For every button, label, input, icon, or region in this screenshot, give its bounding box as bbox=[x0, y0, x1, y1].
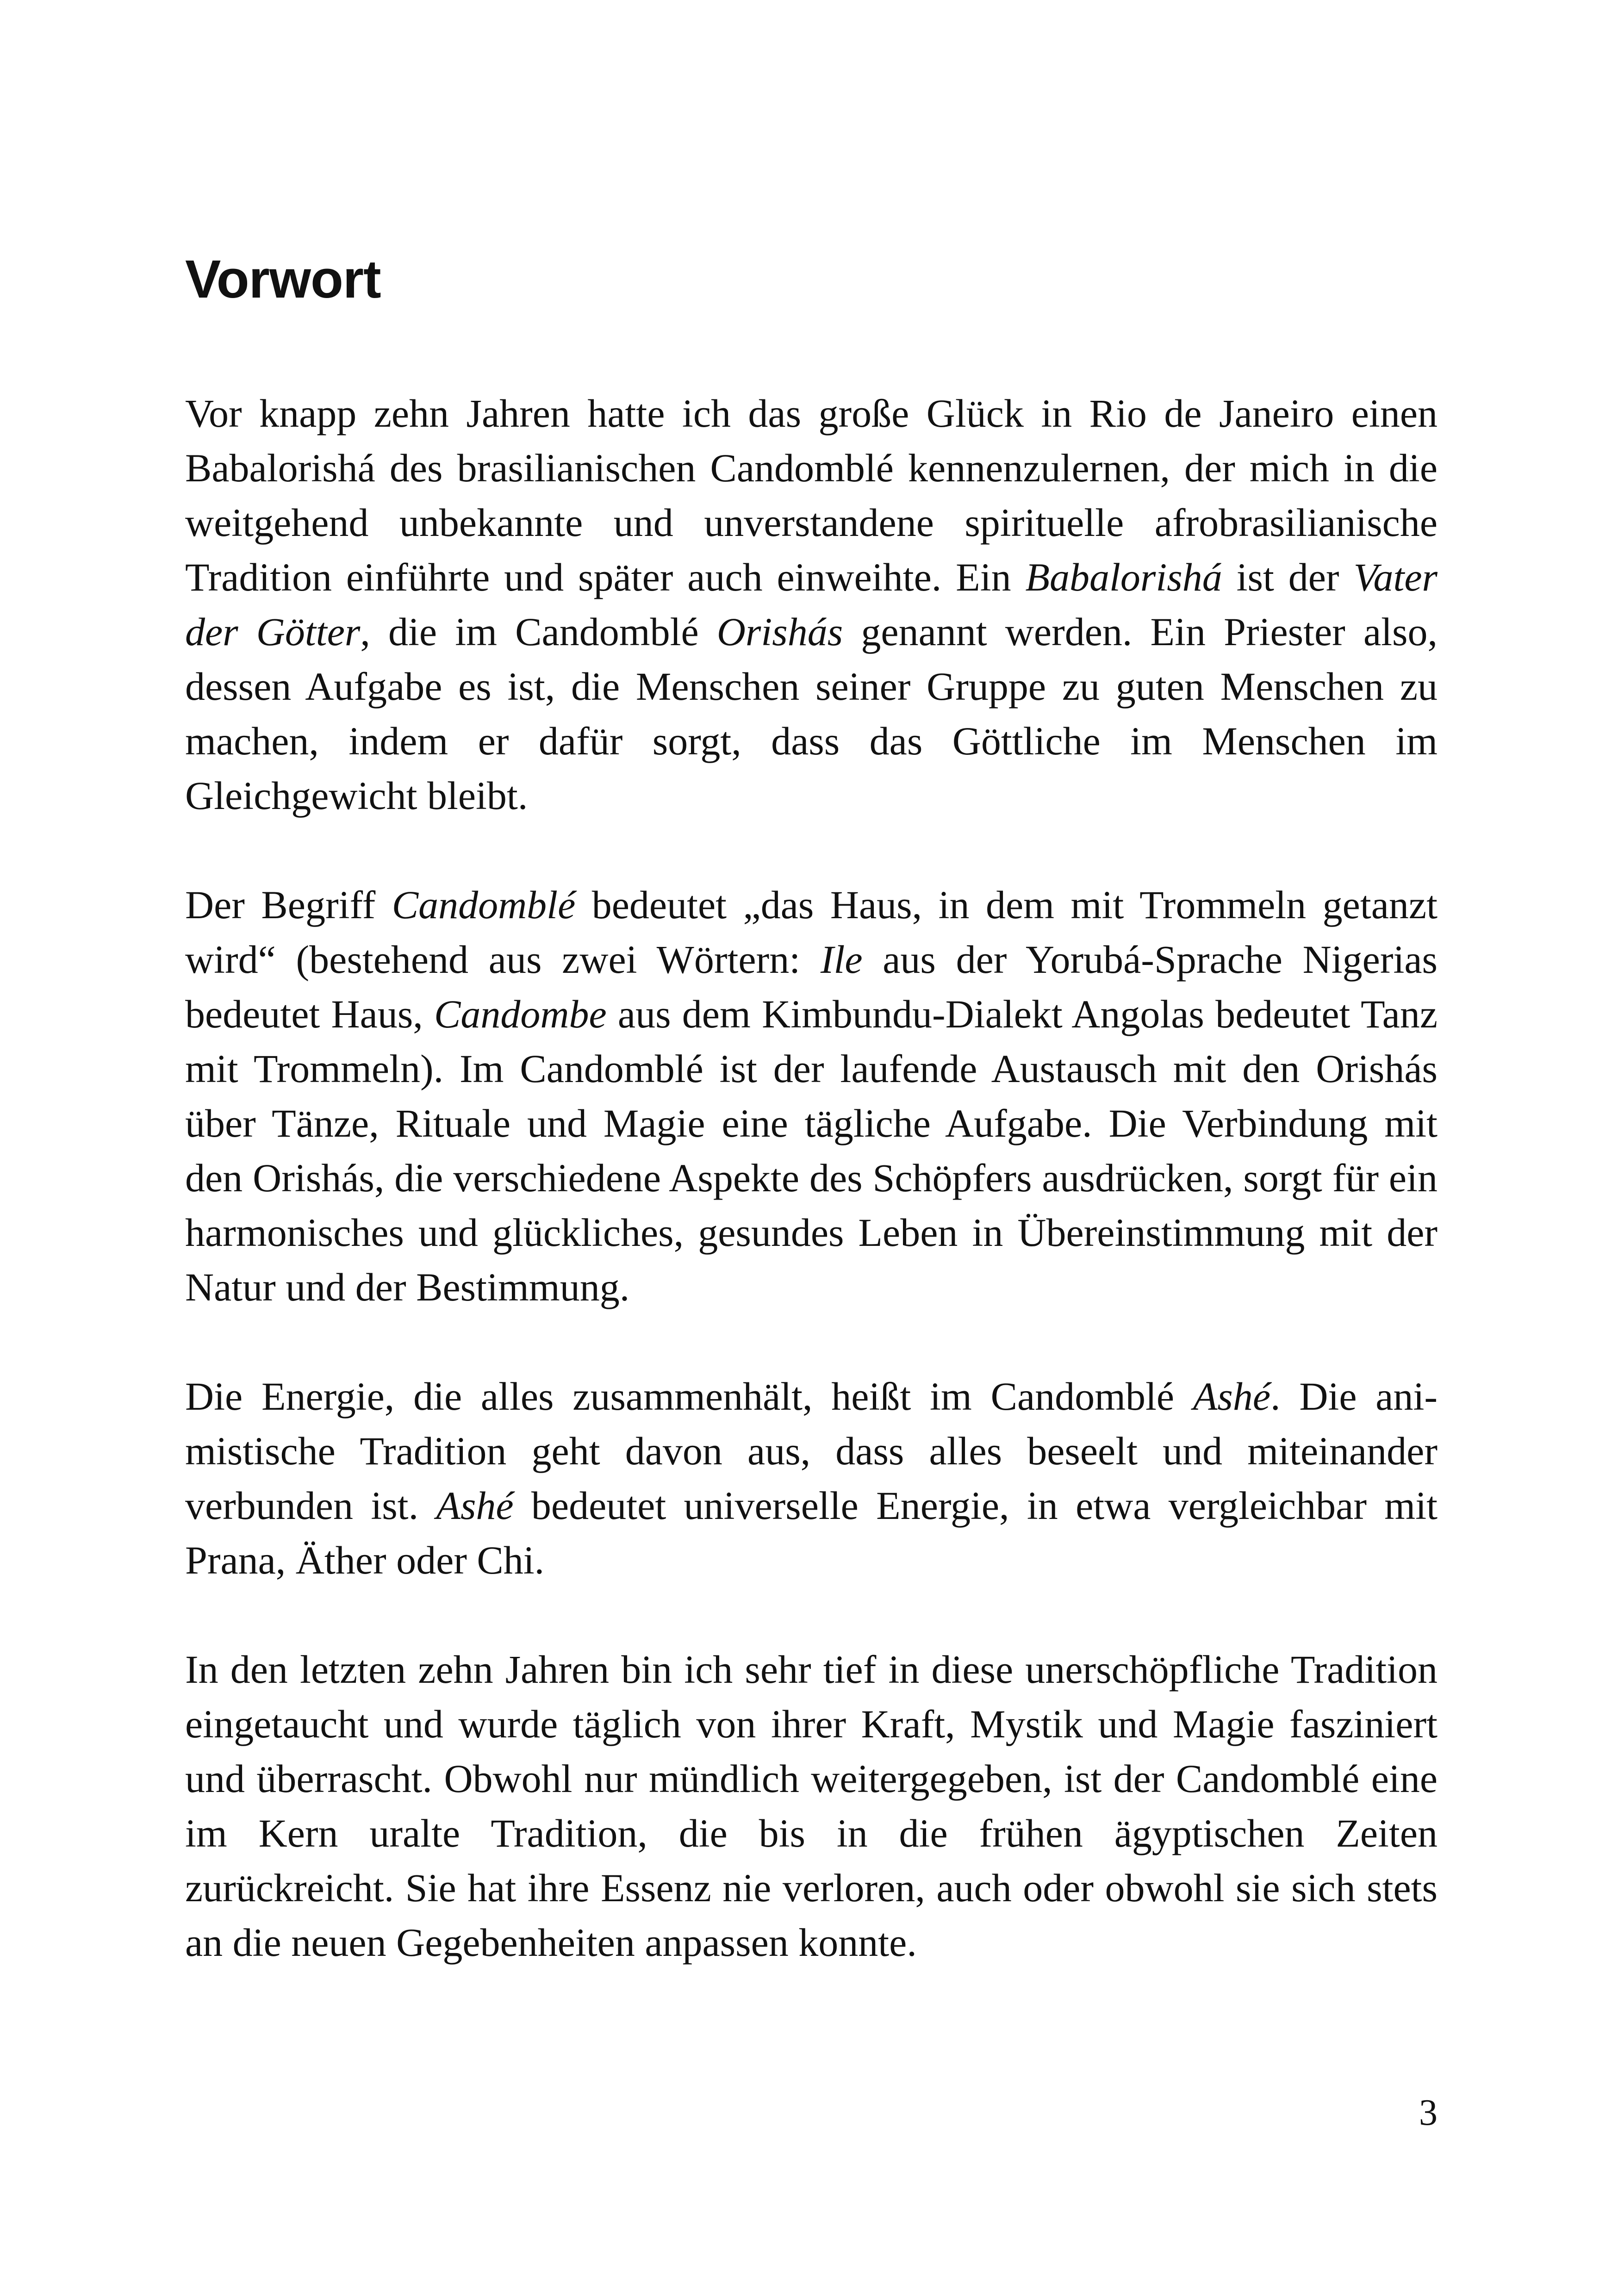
text-run: bedeutet universelle Energie, in etwa vergleichbar mit Prana, Äther oder Chi. bbox=[185, 1483, 1438, 1582]
italic-term: Vater der Götter bbox=[185, 554, 1438, 654]
italic-term: Ashé bbox=[1193, 1374, 1271, 1419]
paragraph-1 bbox=[185, 386, 1438, 823]
text-run: , die im Candomblé bbox=[360, 609, 717, 654]
paragraph-3 bbox=[185, 1369, 1438, 1587]
italic-term: Candombe bbox=[434, 991, 607, 1036]
text-run: aus der Yorubá-Sprache Nigerias bedeutet Haus, bbox=[185, 937, 1438, 1036]
text-run: ist der bbox=[1222, 554, 1354, 599]
text-run: Die Energie, die alles zusammenhält, heißt im Candomblé bbox=[185, 1374, 1193, 1419]
text-run: In den letzten zehn Jahren bin ich sehr tief in diese unerschöpfliche Tradition eingetaucht und wurde täglich von ihrer Kraft, Mystik und Magie fasziniert und überrascht. Obwohl nur mündlich weitergegeben, ist der Candomblé eine im Kern uralte Tradition, die bis in die frühen ägyptischen Zeiten zurückreicht. Sie hat ihre Essenz nie verloren, auch oder obwohl sie sich stets an die neuen Gegebenheiten anpassen konnte. bbox=[185, 1647, 1438, 1965]
page-title: Vorwort bbox=[185, 249, 381, 309]
text-run: bedeutet „das Haus, in dem mit Trommeln getanzt wird“ (bestehend aus zwei Wörtern: bbox=[185, 882, 1438, 982]
paragraph-2 bbox=[185, 877, 1438, 1314]
italic-term: Ashé bbox=[436, 1483, 514, 1528]
italic-term: Babalorishá bbox=[1025, 554, 1222, 599]
italic-term: Ile bbox=[820, 937, 863, 982]
italic-term: Candomblé bbox=[392, 882, 576, 927]
text-run: Der Begriff bbox=[185, 882, 392, 927]
paragraph-4 bbox=[185, 1642, 1438, 1970]
text-run: Vor knapp zehn Jahren hatte ich das große Glück in Rio de Janeiro einen Babalorishá des brasilianischen Candomblé kennenzulernen, der mich in die weitgehend unbekannte und unverstandene spirituelle afrobrasilianische Tradition einführte und später auch einweihte. Ein bbox=[185, 391, 1438, 599]
text-run: genannt werden. Ein Priester also, dessen Aufgabe es ist, die Menschen seiner Gruppe zu guten Menschen zu machen, indem er dafür sorgt, dass das Göttliche im Menschen im Gleichgewicht bleibt. bbox=[185, 609, 1438, 818]
text-run: . Die animistische Tradition geht davon aus, dass alles beseelt und miteinander verbunden ist. bbox=[185, 1374, 1438, 1528]
page-number: 3 bbox=[1419, 2092, 1438, 2133]
text-run: aus dem Kimbundu-Dialekt Angolas bedeutet Tanz mit Trommeln). Im Candomblé ist der laufende Austausch mit den Orishás über Tänze, Rituale und Magie eine tägliche Aufgabe. Die Verbindung mit den Orishás, die verschiedene Aspekte des Schöpfers ausdrücken, sorgt für ein harmonisches und glückliches, gesundes Leben in Übereinstimmung mit der Natur und der Bestimmung. bbox=[185, 991, 1438, 1309]
document-page bbox=[185, 250, 1438, 2024]
italic-term: Orishás bbox=[716, 609, 843, 654]
